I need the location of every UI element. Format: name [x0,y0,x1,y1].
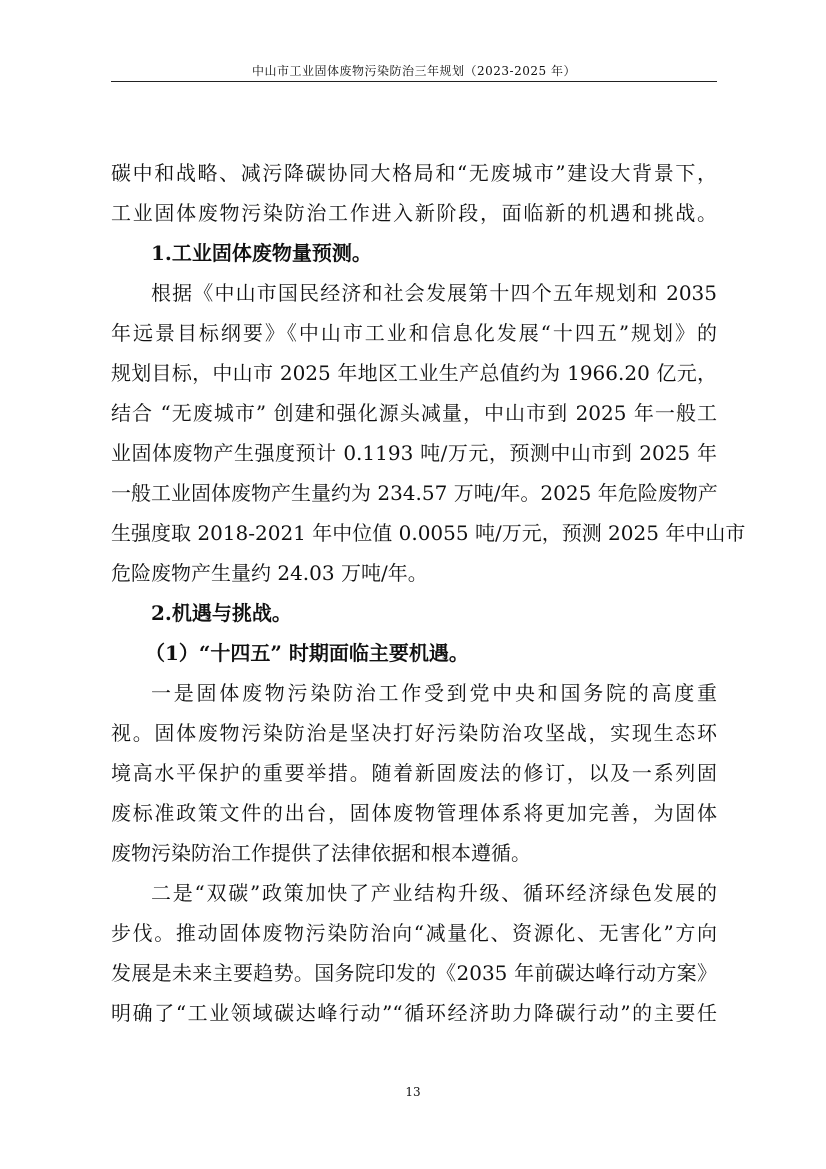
body-line: 碳中和战略、减污降碳协同大格局和“无废城市”建设大背景下， [111,161,717,185]
subsection-heading: （1）“十四五” 时期面临主要机遇。 [145,641,469,665]
body-line: 一般工业固体废物产生量约为 234.57 万吨/年。2025 年危险废物产 [111,481,718,505]
body-line: 境高水平保护的重要举措。随着新固废法的修订，以及一系列固 [111,761,717,785]
body-line: 危险废物产生量约 24.03 万吨/年。 [111,561,428,585]
body-line: 生强度取 2018-2021 年中位值 0.0055 吨/万元，预测 2025 年中山市 [111,521,746,545]
body-line: 步伐。推动固体废物污染防治向“减量化、资源化、无害化”方向 [111,921,717,945]
body-line: 废标准政策文件的出台，固体废物管理体系将更加完善，为固体 [111,801,717,825]
section-heading: 1.工业固体废物量预测。 [151,241,372,265]
body-line: 视。固体废物污染防治是坚决打好污染防治攻坚战，实现生态环 [111,721,717,745]
header-divider [111,81,717,82]
body-line: 明确了“工业领域碳达峰行动”“循环经济助力降碳行动”的主要任 [111,1001,717,1025]
body-line: 二是“双碳”政策加快了产业结构升级、循环经济绿色发展的 [151,881,717,905]
section-heading: 2.机遇与挑战。 [151,601,292,625]
body-line: 废物污染防治工作提供了法律依据和根本遵循。 [111,841,531,865]
body-line: 一是固体废物污染防治工作受到党中央和国务院的高度重 [151,681,717,705]
body-line: 结合 “无废城市” 创建和强化源头减量，中山市到 2025 年一般工 [111,401,717,425]
body-line: 发展是未来主要趋势。国务院印发的《2035 年前碳达峰行动方案》 [111,961,717,985]
page-number: 13 [405,1085,421,1099]
body-line: 年远景目标纲要》《中山市工业和信息化发展“十四五”规划》的 [111,321,717,345]
body-line: 业固体废物产生强度预计 0.1193 吨/万元，预测中山市到 2025 年 [111,441,717,465]
body-line: 规划目标，中山市 2025 年地区工业生产总值约为 1966.20 亿元， [111,361,717,385]
body-line: 根据《中山市国民经济和社会发展第十四个五年规划和 2035 [151,281,717,305]
body-line: 工业固体废物污染防治工作进入新阶段，面临新的机遇和挑战。 [111,201,717,225]
running-header: 中山市工业固体废物污染防治三年规划（2023-2025 年） [252,64,576,78]
